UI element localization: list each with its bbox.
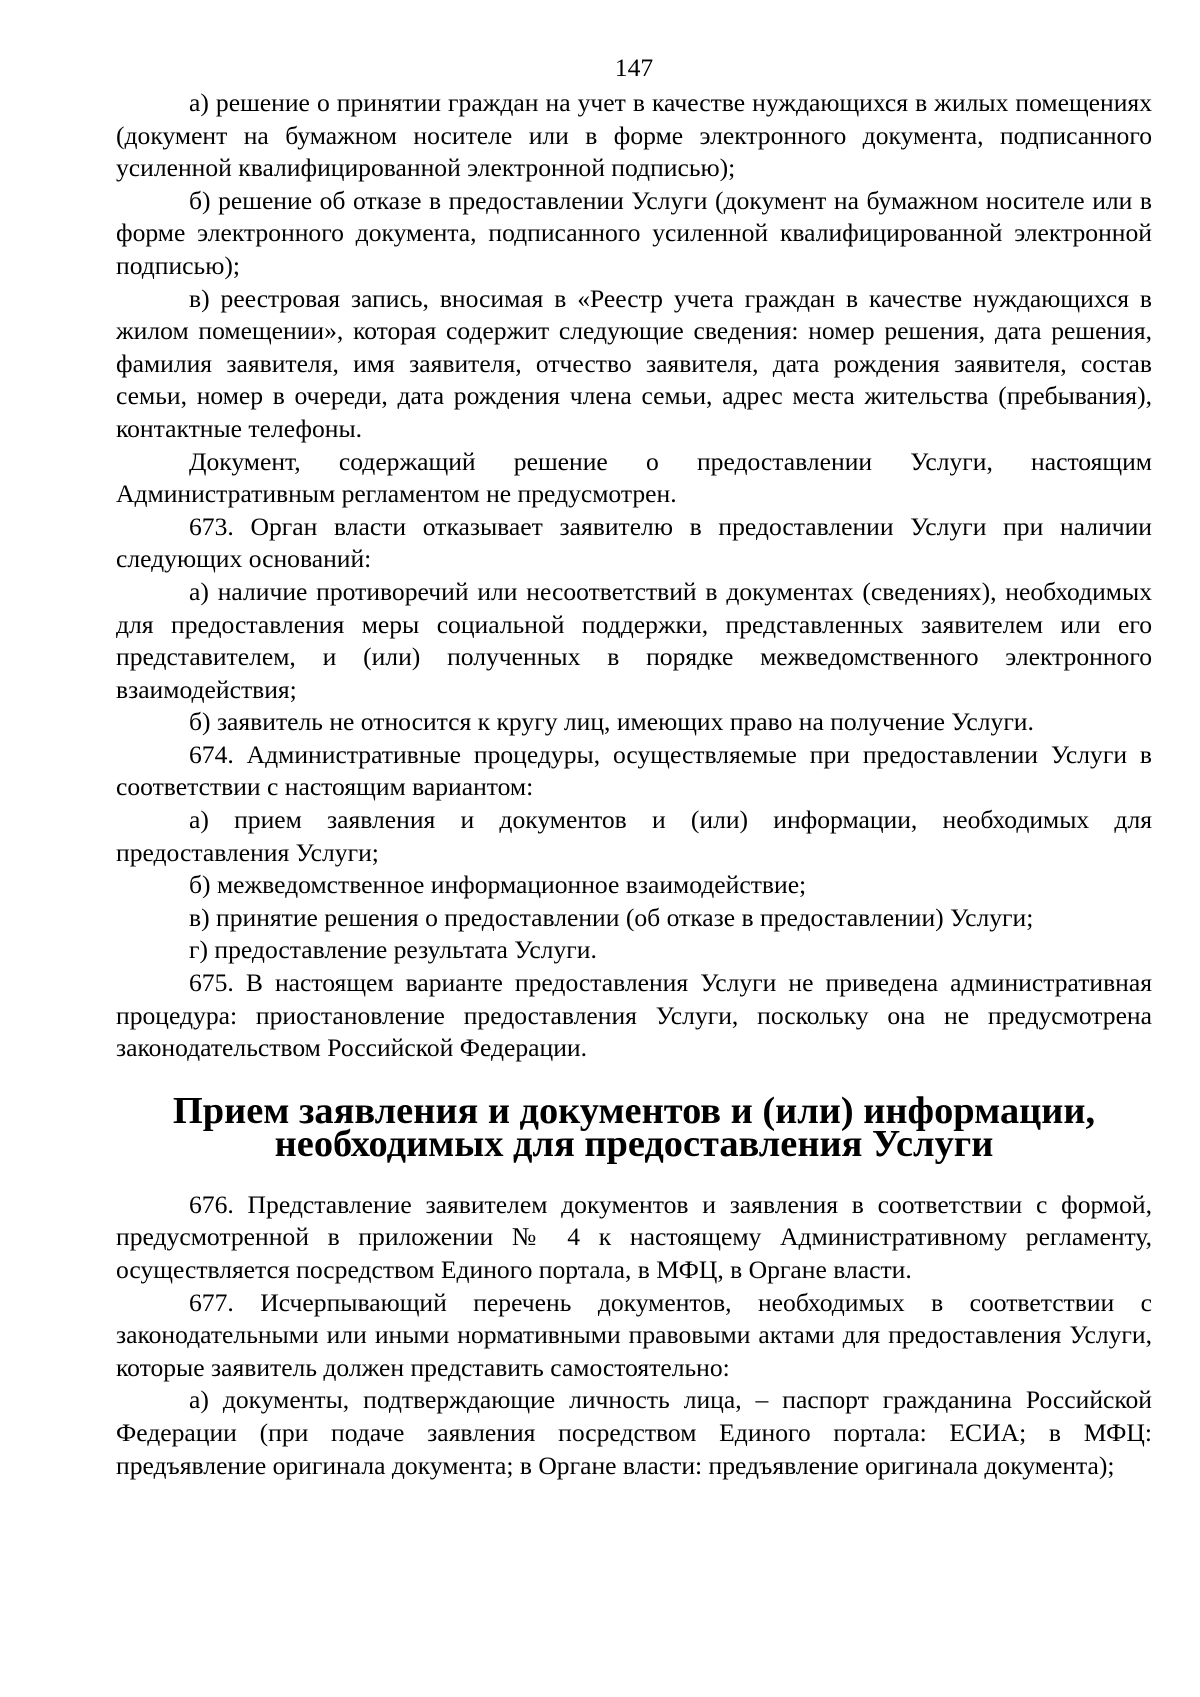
paragraph-677-a: а) документы, подтверждающие личность лица, – паспорт гражданина Российской Федерации (при подаче заявления посредством Единого портала: ЕСИА; в МФЦ: предъявление оригинала документа; в Органе власти: предъявление оригинала документа); — [116, 1385, 1152, 1480]
paragraph-decision-registration: а) решение о принятии граждан на учет в качестве нуждающихся в жилых помещениях (документ на бумажном носителе или в форме электронного документа, подписанного усиленной квалифицированной электронной подписью); — [116, 88, 1152, 183]
paragraph-676: 676. Представление заявителем документов и заявления в соответствии с формой, предусмотренной в приложении № 4 к настоящему Административному регламенту, осуществляется посредством Единого портала, в МФЦ, в Органе власти. — [116, 1189, 1152, 1284]
paragraph-677: 677. Исчерпывающий перечень документов, необходимых в соответствии с законодательными или иными нормативными правовыми актами для предоставления Услуги, которые заявитель должен представить самостоятельно: — [116, 1287, 1152, 1382]
paragraph-673-b: б) заявитель не относится к кругу лиц, имеющих право на получение Услуги. — [189, 707, 1034, 737]
section-heading: Прием заявления и документов и (или) информации, необходимых для предоставления Услуги — [172, 1089, 1096, 1165]
page-number: 147 — [614, 53, 654, 82]
paragraph-675: 675. В настоящем варианте предоставления Услуги не приведена административная процедура: приостановление предоставления Услуги, поскольку она не предусмотрена законодательством Российской Федерации. — [116, 968, 1152, 1063]
paragraph-674-d: г) предоставление результата Услуги. — [189, 935, 597, 965]
paragraph-document-not-provided: Документ, содержащий решение о предоставлении Услуги, настоящим Административным регламентом не предусмотрен. — [116, 446, 1152, 509]
paragraph-673: 673. Орган власти отказывает заявителю в предоставлении Услуги при наличии следующих оснований: — [116, 511, 1152, 574]
paragraph-674-b: б) межведомственное информационное взаимодействие; — [189, 870, 807, 900]
paragraph-registry-record: в) реестровая запись, вносимая в «Реестр учета граждан в качестве нуждающихся в жилом помещении», которая содержит следующие сведения: номер решения, дата решения, фамилия заявителя, имя заявителя, отчество заявителя, дата рождения заявителя, состав семьи, номер в очереди, дата рождения члена семьи, адрес места жительства (пребывания), контактные телефоны. — [116, 283, 1152, 443]
paragraph-decision-refusal: б) решение об отказе в предоставлении Услуги (документ на бумажном носителе или в форме электронного документа, подписанного усиленной квалифицированной электронной подписью); — [116, 185, 1152, 280]
paragraph-674: 674. Административные процедуры, осуществляемые при предоставлении Услуги в соответствии с настоящим вариантом: — [116, 739, 1152, 802]
paragraph-674-c: в) принятие решения о предоставлении (об отказе в предоставлении) Услуги; — [189, 902, 1034, 932]
paragraph-674-a: а) прием заявления и документов и (или) информации, необходимых для предоставления Услуги; — [116, 805, 1152, 867]
paragraph-673-a: а) наличие противоречий или несоответствий в документах (сведениях), необходимых для предоставления меры социальной поддержки, представленных заявителем или его представителем, и (или) полученных в порядке межведомственного электронного взаимодействия; — [116, 576, 1152, 704]
document-page — [116, 52, 1152, 1482]
